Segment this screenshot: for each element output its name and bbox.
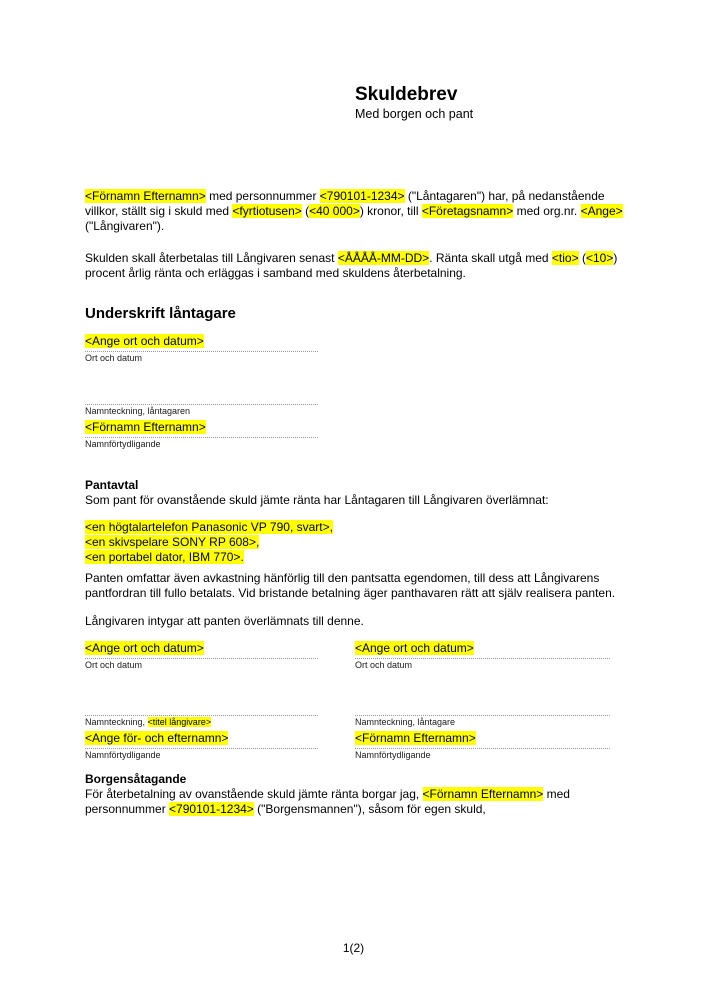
placeholder-guarantor-personal-number[interactable]: <790101-1234> <box>169 802 254 816</box>
field-label-namnteckning: Namnteckning, låntagaren <box>85 406 191 416</box>
label-text: Namnteckning, <box>85 717 148 727</box>
intro-text: ("Långivaren"). <box>85 219 165 233</box>
placeholder-place-date[interactable]: <Ange ort och datum> <box>85 334 204 348</box>
pant-intro-text: Som pant för ovanstående skuld jämte ränta har Låntagaren till Långivaren överlämnat: <box>85 493 549 507</box>
field-label-namnteckning-lender <box>85 717 318 728</box>
placeholder-amount-words[interactable]: <fyrtiotusen> <box>232 204 302 218</box>
placeholder-borrower-name[interactable]: <Förnamn Efternamn> <box>85 189 206 203</box>
section-heading-underskrift: Underskrift låntagare <box>85 305 236 322</box>
repayment-text: Skulden skall återbetalas till Långivaren senast <box>85 251 338 265</box>
intro-text: med org.nr. <box>513 204 581 218</box>
field-signature-borrower-2 <box>355 714 610 761</box>
placeholder-interest-words[interactable]: <tio> <box>551 251 579 265</box>
signature-line <box>85 714 318 716</box>
pledged-item <box>85 520 333 535</box>
title-block <box>355 84 473 122</box>
signature-line <box>85 403 318 405</box>
page-number: 1(2) <box>342 941 365 955</box>
signature-line <box>85 350 318 352</box>
borgen-text: ("Borgensmannen"), såsom för egen skuld, <box>253 802 486 816</box>
field-signature-lender <box>85 714 318 761</box>
signature-line <box>85 436 318 438</box>
intro-text: ( <box>301 204 310 218</box>
placeholder-company-name[interactable]: <Företagsnamn> <box>421 204 514 218</box>
field-label-ort-datum: Ort och datum <box>355 660 413 670</box>
signature-line <box>85 747 318 749</box>
section-heading-borgen: Borgensåtagande <box>85 772 187 786</box>
field-ort-datum-borrower-2 <box>355 641 610 671</box>
borgen-paragraph <box>85 787 630 817</box>
document-subtitle: Med borgen och pant <box>355 107 474 121</box>
field-label-ort-datum: Ort och datum <box>85 660 143 670</box>
repayment-text: ) procent årlig ränta och erläggas i samband med skuldens återbetalning. <box>85 251 618 280</box>
placeholder-place-date[interactable]: <Ange ort och datum> <box>85 641 204 655</box>
signature-line <box>355 714 610 716</box>
intro-paragraph <box>85 189 630 234</box>
pledged-items-list <box>85 520 333 565</box>
pant-terms-text: Panten omfattar även avkastning hänförlig till den pantsatta egendomen, till dess att Långivarens pantfordran till fullo betalats. Vid bristande betalning äger panthavaren rätt att själv realisera panten. <box>85 571 616 600</box>
placeholder-guarantor-name[interactable]: <Förnamn Efternamn> <box>422 787 544 801</box>
pledged-item <box>85 535 333 550</box>
signature-line <box>355 747 610 749</box>
placeholder-lender-title[interactable]: <titel långivare> <box>147 717 212 727</box>
signature-line <box>85 657 318 659</box>
placeholder-pledged-item-2[interactable]: <en skivspelare SONY RP 608>, <box>85 535 260 549</box>
field-label-namnteckning: Namnteckning, låntagare <box>355 717 456 727</box>
field-label-namnfortydligande: Namnförtydligande <box>85 439 161 449</box>
field-label-namnfortydligande: Namnförtydligande <box>355 750 431 760</box>
field-label-ort-datum: Ort och datum <box>85 353 143 363</box>
pledged-item <box>85 550 333 565</box>
repayment-text: ( <box>578 251 586 265</box>
placeholder-pledged-item-3[interactable]: <en portabel dator, IBM 770>. <box>85 550 244 564</box>
placeholder-borrower-name-clarification[interactable]: <Förnamn Efternamn> <box>355 731 476 745</box>
repayment-paragraph <box>85 251 630 281</box>
placeholder-due-date[interactable]: <ÅÅÅÅ-MM-DD> <box>337 251 430 265</box>
repayment-text: . Ränta skall utgå med <box>429 251 552 265</box>
field-ort-datum-lender <box>85 641 318 671</box>
placeholder-amount-digits[interactable]: <40 000> <box>309 204 360 218</box>
placeholder-org-number[interactable]: <Ange> <box>580 204 623 218</box>
intro-text: ("Låntagaren") har, på nedanstående villkor, ställt sig i skuld med <box>85 189 605 218</box>
borgen-text: För återbetalning av ovanstående skuld jämte ränta borgar jag, <box>85 787 423 801</box>
borgen-text: med personnummer <box>85 787 570 816</box>
pant-confirmation-text: Långivaren intygar att panten överlämnats till denne. <box>85 614 364 628</box>
signature-line <box>355 657 610 659</box>
placeholder-pledged-item-1[interactable]: <en högtalartelefon Panasonic VP 790, svart>, <box>85 520 333 534</box>
field-ort-datum-borrower <box>85 334 318 364</box>
placeholder-borrower-name-clarification[interactable]: <Förnamn Efternamn> <box>85 420 206 434</box>
field-label-namnfortydligande: Namnförtydligande <box>85 750 161 760</box>
placeholder-lender-name-clarification[interactable]: <Ange för- och efternamn> <box>85 731 229 745</box>
document-title: Skuldebrev <box>355 84 458 105</box>
intro-text: ) kronor, till <box>359 204 422 218</box>
placeholder-place-date[interactable]: <Ange ort och datum> <box>355 641 474 655</box>
intro-text: med personnummer <box>205 189 320 203</box>
field-signature-borrower <box>85 403 318 450</box>
placeholder-personal-number[interactable]: <790101-1234> <box>319 189 405 203</box>
placeholder-interest-digits[interactable]: <10> <box>585 251 614 265</box>
section-heading-pantavtal: Pantavtal <box>85 478 139 492</box>
